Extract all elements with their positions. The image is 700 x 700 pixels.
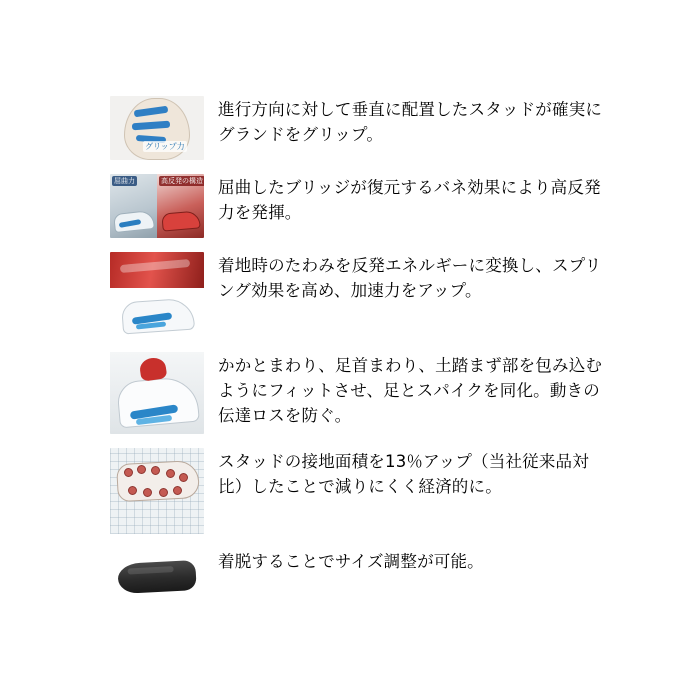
list-item [110, 448, 610, 534]
insole-shape [117, 560, 196, 594]
stud [124, 468, 133, 477]
list-item [110, 96, 610, 160]
insole-grip-diagram-image [110, 96, 204, 160]
left-photo-label: 屈曲力 [114, 177, 135, 185]
feature-list [110, 96, 610, 626]
stud [143, 488, 152, 497]
black-insole-image [110, 548, 204, 612]
feature-description: 進行方向に対して垂直に配置したスタッドが確実にグランドをグリップ。 [218, 100, 603, 145]
stud [137, 465, 146, 474]
stud [166, 469, 175, 478]
right-photo-label: 高反発の構造 [161, 177, 203, 185]
red-sole-and-white-boot-image [110, 252, 204, 338]
feature-description: 着脱することでサイズ調整が可能。 [218, 552, 484, 571]
outsole-on-grid-paper-image [110, 448, 204, 534]
shoe-shape-right [161, 210, 200, 231]
stud [151, 466, 160, 475]
stud [173, 486, 182, 495]
white-boot-heel-image [110, 352, 204, 434]
two-shoes-comparison-image [110, 174, 204, 238]
feature-description: かかとまわり、足首まわり、土踏まず部を包み込むようにフィットさせ、足とスパイクを同化。動きの伝達ロスを防ぐ。 [218, 356, 603, 426]
right-photo [157, 174, 204, 238]
stud [128, 486, 137, 495]
list-item [110, 252, 610, 338]
feature-description: 着地時のたわみを反発エネルギーに変換し、スプリング効果を高め、加速力をアップ。 [218, 256, 602, 301]
grip-label: グリップ力 [145, 142, 185, 151]
left-photo [110, 174, 157, 238]
list-item [110, 352, 610, 434]
list-item [110, 548, 610, 612]
feature-description: スタッドの接地面積を13％アップ（当社従来品対比）したことで減りにくく経済的に。 [218, 452, 589, 497]
stud [179, 473, 188, 482]
stud [159, 488, 168, 497]
list-item [110, 174, 610, 238]
feature-description: 屈曲したブリッジが復元するバネ効果により高反発力を発揮。 [218, 178, 601, 223]
